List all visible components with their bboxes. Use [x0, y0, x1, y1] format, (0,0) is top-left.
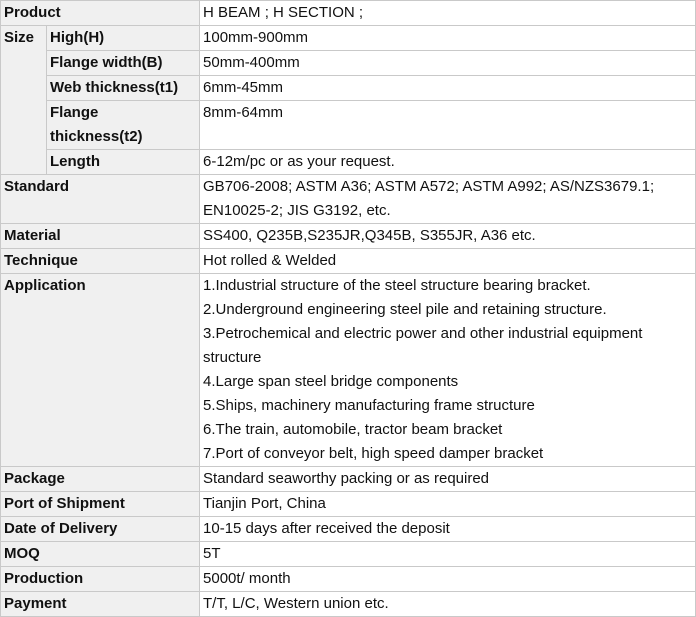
row-size-flange-thickness	[1, 101, 696, 150]
row-moq	[1, 542, 696, 567]
flange-thickness-value: 8mm-64mm	[200, 101, 696, 150]
delivery-value: 10-15 days after received the deposit	[200, 517, 696, 542]
length-label: Length	[47, 150, 200, 175]
row-port	[1, 492, 696, 517]
size-label: Size	[1, 26, 47, 175]
flange-width-value: 50mm-400mm	[200, 51, 696, 76]
row-package	[1, 467, 696, 492]
row-size-web-thickness	[1, 76, 696, 101]
row-size-flange-width	[1, 51, 696, 76]
technique-label: Technique	[1, 249, 200, 274]
application-label: Application	[1, 274, 200, 467]
moq-label: MOQ	[1, 542, 200, 567]
web-thickness-value: 6mm-45mm	[200, 76, 696, 101]
standard-value-line1: GB706-2008; ASTM A36; ASTM A572; ASTM A992; AS/NZS3679.1;	[203, 178, 655, 195]
payment-value: T/T, L/C, Western union etc.	[200, 592, 696, 617]
row-production	[1, 567, 696, 592]
material-label: Material	[1, 224, 200, 249]
standard-value	[200, 175, 696, 224]
flange-thickness-label-line1: Flange	[50, 104, 99, 121]
application-item: 4.Large span steel bridge components	[203, 373, 459, 390]
technique-value: Hot rolled & Welded	[200, 249, 696, 274]
flange-thickness-label-line2: thickness(t2)	[50, 128, 143, 145]
row-payment	[1, 592, 696, 617]
row-application	[1, 274, 696, 467]
high-value: 100mm-900mm	[200, 26, 696, 51]
material-value: SS400, Q235B,S235JR,Q345B, S355JR, A36 etc.	[200, 224, 696, 249]
flange-width-label: Flange width(B)	[47, 51, 200, 76]
row-material	[1, 224, 696, 249]
row-delivery	[1, 517, 696, 542]
standard-value-line2: EN10025-2; JIS G3192, etc.	[203, 202, 391, 219]
package-label: Package	[1, 467, 200, 492]
payment-label: Payment	[1, 592, 200, 617]
high-label: High(H)	[47, 26, 200, 51]
moq-value: 5T	[200, 542, 696, 567]
application-item: 6.The train, automobile, tractor beam bracket	[203, 421, 503, 438]
row-size-length	[1, 150, 696, 175]
application-item: 7.Port of conveyor belt, high speed damper bracket	[203, 445, 544, 462]
row-standard	[1, 175, 696, 224]
port-label: Port of Shipment	[1, 492, 200, 517]
standard-label: Standard	[1, 175, 200, 224]
row-product	[1, 1, 696, 26]
application-item: 5.Ships, machinery manufacturing frame structure	[203, 397, 535, 414]
package-value: Standard seaworthy packing or as required	[200, 467, 696, 492]
delivery-label: Date of Delivery	[1, 517, 200, 542]
production-label: Production	[1, 567, 200, 592]
production-value: 5000t/ month	[200, 567, 696, 592]
length-value: 6-12m/pc or as your request.	[200, 150, 696, 175]
application-value	[200, 274, 696, 467]
web-thickness-label: Web thickness(t1)	[47, 76, 200, 101]
application-item: 1.Industrial structure of the steel structure bearing bracket.	[203, 277, 591, 294]
product-label: Product	[1, 1, 200, 26]
application-item: 2.Underground engineering steel pile and retaining structure.	[203, 301, 607, 318]
application-item: 3.Petrochemical and electric power and other industrial equipment structure	[203, 325, 643, 366]
flange-thickness-label	[47, 101, 200, 150]
row-size-high	[1, 26, 696, 51]
port-value: Tianjin Port, China	[200, 492, 696, 517]
product-value: H BEAM ; H SECTION ;	[200, 1, 696, 26]
row-technique	[1, 249, 696, 274]
